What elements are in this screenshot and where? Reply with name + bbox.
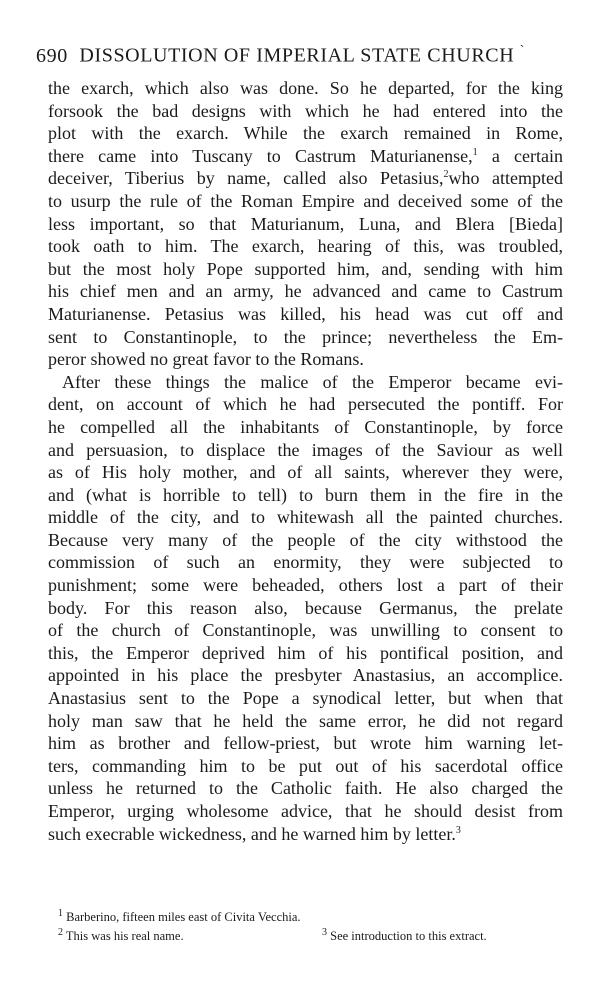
footnotes	[58, 908, 558, 946]
body-text	[48, 77, 563, 845]
line-text: body. For this reason also, because Germanus, the prelate	[48, 597, 563, 618]
line-text: forsook the bad designs with which he had entered into the	[48, 100, 563, 121]
page-number: 690	[36, 44, 68, 67]
line-text: and persuasion, to displace the images of the Saviour as well	[48, 439, 563, 460]
line-text: peror showed no great favor to the Romans.	[48, 349, 364, 370]
line-text: holy man saw that he held the same error, he did not regard	[48, 710, 563, 731]
text-line	[48, 416, 563, 439]
footnote-ref: 2	[443, 169, 449, 181]
footnote-text: See introduction to this extract.	[330, 929, 487, 943]
line-text: such execrable wickedness, and he warned him by letter.	[48, 823, 456, 844]
text-line	[48, 461, 563, 484]
text-line	[48, 303, 563, 326]
line-text: he compelled all the inhabitants of Constantinople, by force	[48, 416, 563, 437]
footnote-3	[322, 927, 487, 946]
text-line	[48, 529, 563, 552]
footnote-mark: 3	[322, 926, 327, 938]
text-line	[48, 190, 563, 213]
line-text: commission of such an enormity, they were subjected to	[48, 552, 563, 573]
paragraph	[48, 371, 563, 845]
line-text: Because very many of the people of the city withstood the	[48, 529, 563, 550]
text-line	[48, 167, 563, 190]
line-text: appointed in his place the presbyter Anastasius, an accomplice.	[48, 665, 563, 686]
line-text: the exarch, which also was done. So he departed, for the king	[48, 78, 563, 98]
line-text: his chief men and an army, he advanced and came to Castrum	[48, 281, 563, 302]
text-line	[48, 755, 563, 778]
line-text: and (what is horrible to tell) to burn them in the fire in the	[48, 484, 563, 505]
text-line	[48, 777, 563, 800]
line-text: Anastasius sent to the Pope a synodical letter, but when that	[48, 688, 563, 709]
text-line	[48, 213, 563, 236]
running-title: DISSOLUTION OF IMPERIAL STATE CHURCH	[79, 44, 515, 67]
footnote-row-2	[58, 927, 558, 946]
footnote-mark: 2	[58, 926, 63, 938]
line-text: Maturianense. Petasius was killed, his head was cut off and	[48, 303, 563, 324]
footnote-text: Barberino, fifteen miles east of Civita Vecchia.	[66, 910, 301, 924]
text-line	[48, 551, 563, 574]
text-line	[48, 664, 563, 687]
text-line	[48, 597, 563, 620]
footnote-ref: 1	[472, 146, 478, 158]
line-text: him as brother and fellow-priest, but wrote him warning let-	[48, 733, 563, 754]
running-head-mark: `	[519, 42, 525, 57]
text-line	[48, 687, 563, 710]
line-text: of the church of Constantinople, was unwilling to consent to	[48, 620, 563, 641]
running-head	[36, 42, 576, 68]
text-line	[48, 823, 563, 846]
text-line	[48, 371, 563, 394]
line-text: After these things the malice of the Emperor became evi-	[62, 371, 563, 392]
line-text: punishment; some were beheaded, others lost a part of their	[48, 575, 563, 596]
text-line	[48, 710, 563, 733]
line-text-after: who attempted	[448, 168, 563, 189]
footnote-1	[58, 908, 558, 927]
line-text: dent, on account of which he had persecuted the pontiff. For	[48, 394, 563, 415]
footnote-text: This was his real name.	[65, 929, 184, 943]
line-text: less important, so that Maturianum, Luna, and Blera [Bieda]	[48, 213, 563, 234]
text-line	[48, 393, 563, 416]
line-text: as of His holy mother, and of all saints, wherever they were,	[48, 462, 563, 483]
line-text-after: a certain	[477, 145, 563, 166]
line-text: but the most holy Pope supported him, and, sending with him	[48, 258, 563, 279]
text-line	[48, 348, 563, 371]
line-text: deceiver, Tiberius by name, called also Petasius,	[48, 168, 444, 189]
paragraph	[48, 77, 563, 371]
line-text: Emperor, urging wholesome advice, that he should desist from	[48, 801, 563, 821]
text-line	[48, 800, 563, 823]
line-text: this, the Emperor deprived him of his pontifical position, and	[48, 642, 563, 663]
text-line	[48, 235, 563, 258]
line-text: middle of the city, and to whitewash all the painted churches.	[48, 507, 563, 528]
line-text: to usurp the rule of the Roman Empire and deceived some of the	[48, 190, 563, 211]
text-line	[48, 619, 563, 642]
line-text: took oath to him. The exarch, hearing of this, was troubled,	[48, 236, 563, 257]
text-line	[48, 506, 563, 529]
text-line	[48, 145, 563, 168]
text-line	[48, 100, 563, 123]
text-line	[48, 484, 563, 507]
text-line	[48, 439, 563, 462]
text-line	[48, 574, 563, 597]
footnote-mark: 1	[58, 907, 63, 919]
footnote-ref: 3	[455, 824, 461, 836]
footnote-2	[58, 926, 184, 943]
text-line	[48, 732, 563, 755]
line-text: sent to Constantinople, to the prince; nevertheless the Em-	[48, 326, 563, 347]
text-line	[48, 77, 563, 100]
line-text: plot with the exarch. While the exarch remained in Rome,	[48, 123, 563, 144]
text-line	[48, 280, 563, 303]
text-line	[48, 326, 563, 349]
line-text: there came into Tuscany to Castrum Maturianense,	[48, 145, 473, 166]
line-text: ters, commanding him to be put out of his sacerdotal office	[48, 755, 563, 776]
line-text: unless he returned to the Catholic faith. He also charged the	[48, 778, 563, 799]
text-line	[48, 642, 563, 665]
text-line	[48, 122, 563, 145]
text-line	[48, 258, 563, 281]
